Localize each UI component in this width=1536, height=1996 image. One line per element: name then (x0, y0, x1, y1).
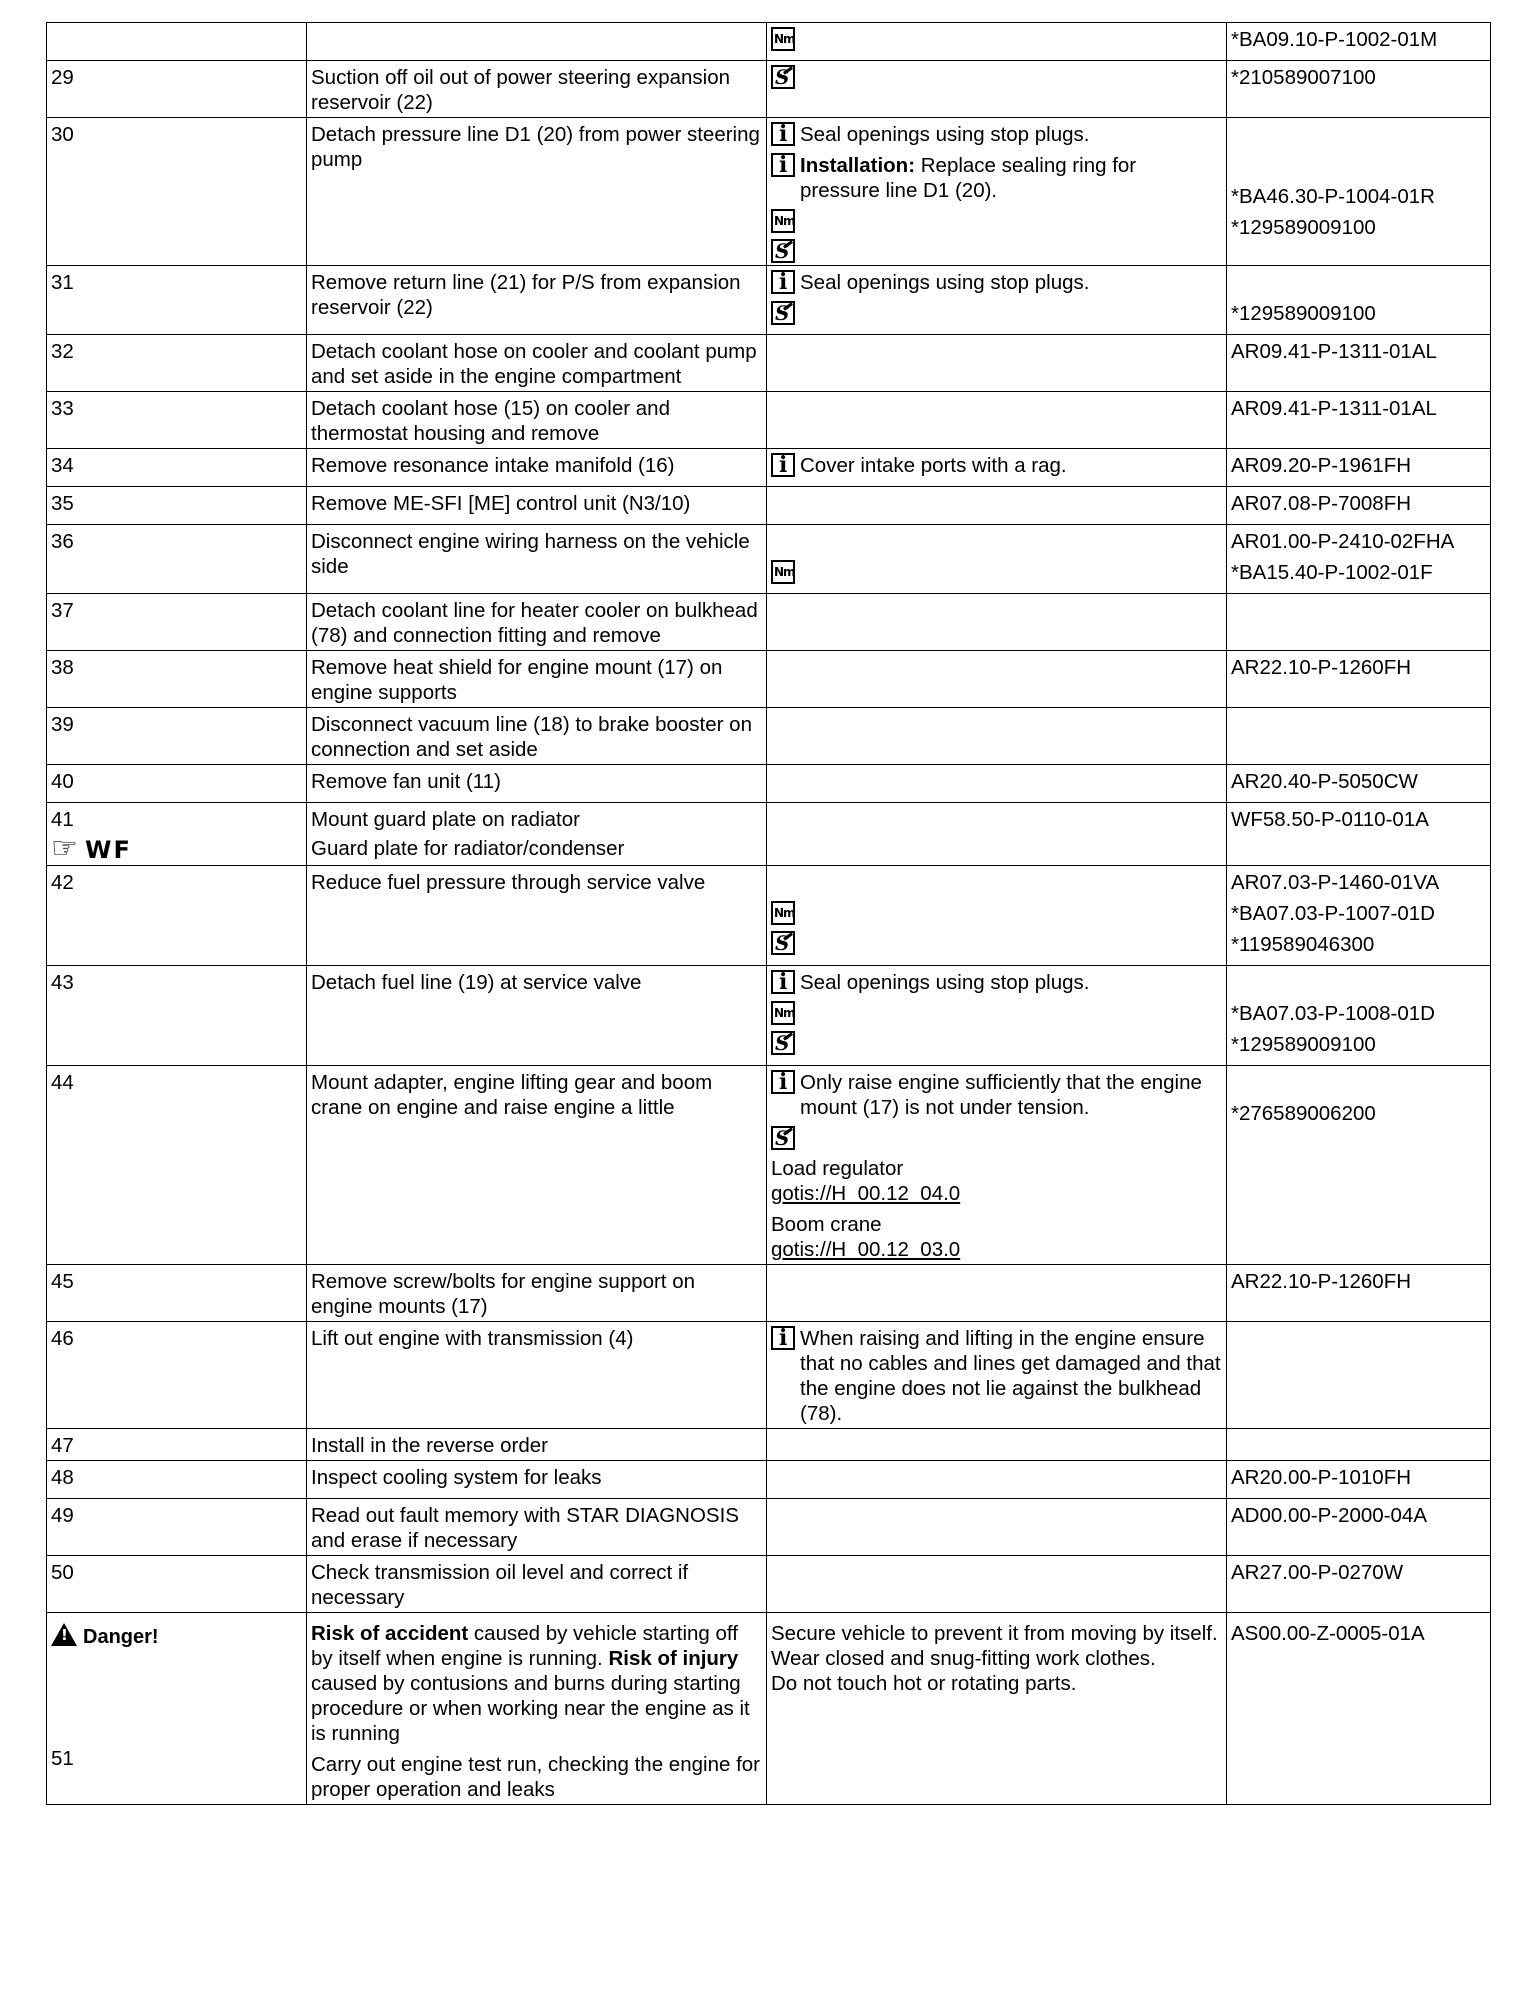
note-body: Seal openings using stop plugs. (800, 971, 1090, 994)
step-description-cell (307, 966, 767, 1066)
step-notes-cell (767, 525, 1227, 594)
work-steps-table (46, 22, 1491, 1805)
step-notes-cell (767, 803, 1227, 866)
step-description: Reduce fuel pressure through service valve (311, 871, 706, 894)
wf-label: WF (85, 836, 132, 864)
step-description: Suction off oil out of power steering expansion reservoir (22) (311, 66, 730, 114)
note-entry (771, 1126, 1221, 1150)
step-row (47, 966, 1491, 1066)
step-description-cell (307, 525, 767, 594)
step-row (47, 594, 1491, 651)
step-row (47, 61, 1491, 118)
step-reference-cell (1227, 594, 1491, 651)
step-description: Install in the reverse order (311, 1434, 549, 1457)
step-notes-cell (767, 392, 1227, 449)
note-entry (771, 209, 1221, 233)
info-icon (771, 1070, 795, 1094)
document-reference[interactable]: AR01.00-P-2410-02FHA (1231, 530, 1455, 553)
step-description: Remove ME-SFI [ME] control unit (N3/10) (311, 492, 691, 515)
note-body: Seal openings using stop plugs. (800, 271, 1090, 294)
step-description: Remove fan unit (11) (311, 770, 501, 793)
step-description-cell (307, 866, 767, 966)
risk-of-accident-label: Risk of accident (311, 1622, 469, 1645)
note-entry (771, 27, 1221, 51)
step-row (47, 1461, 1491, 1499)
step-number: 48 (51, 1466, 74, 1489)
pointing-hand-icon (51, 842, 79, 860)
special-tool-icon[interactable] (771, 1031, 795, 1055)
note-text (800, 453, 1067, 478)
step-number-cell (47, 118, 307, 266)
torque-nm-icon[interactable] (771, 209, 795, 233)
document-reference[interactable]: AR22.10-P-1260FH (1231, 656, 1412, 679)
danger-section (47, 1613, 1491, 1805)
step-row (47, 1265, 1491, 1322)
step-row (47, 487, 1491, 525)
torque-nm-icon[interactable] (771, 27, 795, 51)
step-reference-cell (1227, 1265, 1491, 1322)
step-description-cell (307, 392, 767, 449)
note-bold-label: Installation: (800, 154, 916, 177)
step-number: 38 (51, 656, 74, 679)
danger-row (47, 1613, 1491, 1805)
step-number-cell (47, 803, 307, 866)
step-number: 29 (51, 66, 74, 89)
step-number: 45 (51, 1270, 74, 1293)
step-row (47, 1429, 1491, 1461)
step-reference-cell (1227, 1066, 1491, 1265)
note-entry (771, 1070, 1221, 1120)
note-entry (771, 239, 1221, 263)
note-body: Boom crane (771, 1213, 882, 1236)
note-text (800, 122, 1089, 147)
step-number-cell (47, 266, 307, 335)
step-row (47, 1322, 1491, 1429)
step-number: 39 (51, 713, 74, 736)
step-reference-cell (1227, 525, 1491, 594)
document-reference[interactable]: AR22.10-P-1260FH (1231, 1270, 1412, 1293)
document-reference[interactable]: *129589009100 (1231, 302, 1376, 325)
step-number: 49 (51, 1504, 74, 1527)
note-text (800, 1326, 1221, 1426)
step-number: 36 (51, 530, 74, 553)
step-notes-cell (767, 1499, 1227, 1556)
step-number: 46 (51, 1327, 74, 1350)
document-reference[interactable]: *BA46.30-P-1004-01R (1231, 185, 1435, 208)
special-tool-icon[interactable] (771, 239, 795, 263)
special-tool-icon[interactable] (771, 65, 795, 89)
torque-nm-icon[interactable] (771, 901, 795, 925)
step-notes-cell (767, 1461, 1227, 1499)
step-description: Lift out engine with transmission (4) (311, 1327, 634, 1350)
document-reference (1231, 270, 1485, 295)
step-row (47, 449, 1491, 487)
step-number-cell (47, 525, 307, 594)
document-reference[interactable]: AD00.00-P-2000-04A (1231, 1504, 1428, 1527)
step-reference-cell (1227, 966, 1491, 1066)
danger-description (311, 1621, 761, 1746)
note-body: When raising and lifting in the engine ensure that no cables and lines get damaged and that the engine does not lie against the bulkhead (78). (800, 1327, 1221, 1425)
step-number: 41 (51, 808, 74, 831)
note-text (800, 970, 1089, 995)
step-number: 31 (51, 271, 74, 294)
step-notes-cell (767, 708, 1227, 765)
step-description-cell (307, 1429, 767, 1461)
step-notes-cell (767, 266, 1227, 335)
note-entry (771, 453, 1221, 478)
step-reference-cell (1227, 1322, 1491, 1429)
step-row (47, 803, 1491, 866)
danger-reference: AS00.00-Z-0005-01A (1231, 1622, 1425, 1645)
document-reference[interactable]: WF58.50-P-0110-01A (1231, 808, 1429, 831)
note-body: Replace sealing ring for pressure line D1 (20). (800, 154, 1137, 202)
note-entry (771, 122, 1221, 147)
step-description-cell (307, 651, 767, 708)
document-reference[interactable]: AR07.03-P-1460-01VA (1231, 871, 1440, 894)
step-number: 42 (51, 871, 74, 894)
step-notes-cell (767, 118, 1227, 266)
step-description: Disconnect engine wiring harness on the vehicle side (311, 530, 750, 578)
note-entry (771, 901, 1221, 925)
info-icon (771, 122, 795, 146)
note-entry (771, 529, 1221, 554)
document-reference[interactable]: AR09.20-P-1961FH (1231, 454, 1412, 477)
note-entry (771, 1156, 1221, 1206)
step-notes-cell (767, 449, 1227, 487)
document-reference[interactable]: *BA07.03-P-1007-01D (1231, 902, 1435, 925)
step-row (47, 392, 1491, 449)
step-number: 33 (51, 397, 74, 420)
step-number: 35 (51, 492, 74, 515)
step-description: Check transmission oil level and correct if necessary (311, 1561, 689, 1609)
step-notes-cell (767, 335, 1227, 392)
step-number: 32 (51, 340, 74, 363)
special-tool-icon[interactable] (771, 301, 795, 325)
step-description-cell (307, 449, 767, 487)
step-notes-cell (767, 23, 1227, 61)
step-number-cell (47, 651, 307, 708)
step-number-cell (47, 708, 307, 765)
step-description: Detach coolant hose on cooler and coolant pump and set aside in the engine compartment (311, 340, 757, 388)
danger-label-wrap (51, 1623, 301, 1650)
step-notes-cell (767, 651, 1227, 708)
step-reference-cell (1227, 487, 1491, 525)
step-reference-cell (1227, 1556, 1491, 1613)
danger-measures: Secure vehicle to prevent it from moving by itself. Wear closed and snug-fitting work clothes. Do not touch hot or rotating parts. (771, 1622, 1218, 1695)
special-tool-icon[interactable] (771, 931, 795, 955)
document-reference[interactable]: *119589046300 (1231, 933, 1375, 956)
step-number-cell (47, 1461, 307, 1499)
step-description: Disconnect vacuum line (18) to brake booster on connection and set aside (311, 713, 752, 761)
document-reference (1231, 153, 1485, 178)
special-tool-icon[interactable] (771, 1126, 795, 1150)
step-notes-cell (767, 1265, 1227, 1322)
step-row (47, 1066, 1491, 1265)
note-entry (771, 870, 1221, 895)
step-reference-cell (1227, 335, 1491, 392)
step-number-cell (47, 866, 307, 966)
work-steps-body (47, 23, 1491, 1613)
step-number: 37 (51, 599, 74, 622)
document-reference[interactable]: AR20.00-P-1010FH (1231, 1466, 1412, 1489)
step-reference-cell (1227, 392, 1491, 449)
document-reference (1231, 970, 1485, 995)
step-number-cell (47, 1499, 307, 1556)
step-description-cell (307, 1461, 767, 1499)
document-reference[interactable]: *129589009100 (1231, 1033, 1376, 1056)
step-description-cell (307, 1265, 767, 1322)
step-number-cell (47, 1322, 307, 1429)
note-text (771, 1212, 960, 1262)
step-description-cell (307, 335, 767, 392)
danger-reference-cell (1227, 1613, 1491, 1805)
document-reference (1231, 122, 1485, 147)
note-entry (771, 65, 1221, 89)
step-number-cell (47, 1265, 307, 1322)
note-body: Load regulator (771, 1157, 904, 1180)
step-reference-cell (1227, 118, 1491, 266)
note-entry (771, 1326, 1221, 1426)
note-entry (771, 931, 1221, 955)
note-body: Only raise engine sufficiently that the engine mount (17) is not under tension. (800, 1071, 1202, 1119)
note-text (800, 1070, 1221, 1120)
risk-of-injury-label: Risk of injury (608, 1647, 739, 1670)
step-row (47, 1499, 1491, 1556)
step-description-cell (307, 765, 767, 803)
step-description-cell (307, 1499, 767, 1556)
step-row (47, 118, 1491, 266)
note-entry (771, 1001, 1221, 1025)
step-number-cell (47, 765, 307, 803)
step-row (47, 23, 1491, 61)
step-description: Detach coolant hose (15) on cooler and thermostat housing and remove (311, 397, 670, 445)
step-description: Mount guard plate on radiator (311, 808, 580, 831)
step-description: Remove return line (21) for P/S from expansion reservoir (22) (311, 271, 741, 319)
note-entry (771, 1031, 1221, 1055)
work-function-description: Guard plate for radiator/condenser (311, 837, 625, 860)
step-description-cell (307, 594, 767, 651)
risk-of-injury-text: caused by contusions and burns during starting procedure or when working near the engine as it is running (311, 1672, 750, 1745)
step-description-cell (307, 266, 767, 335)
step-description: Remove heat shield for engine mount (17) on engine supports (311, 656, 723, 704)
step-description: Detach coolant line for heater cooler on bulkhead (78) and connection fitting and remove (311, 599, 758, 647)
step-reference-cell (1227, 803, 1491, 866)
step-reference-cell (1227, 765, 1491, 803)
step-reference-cell (1227, 266, 1491, 335)
step-reference-cell (1227, 1499, 1491, 1556)
step-description-cell (307, 118, 767, 266)
note-entry (771, 270, 1221, 295)
step-description-cell (307, 487, 767, 525)
note-entry (771, 1212, 1221, 1262)
info-icon (771, 453, 795, 477)
document-reference[interactable]: *129589009100 (1231, 216, 1376, 239)
step-description: Remove resonance intake manifold (16) (311, 454, 675, 477)
step-row (47, 765, 1491, 803)
step-description-cell (307, 708, 767, 765)
document-reference[interactable]: AR09.41-P-1311-01AL (1231, 340, 1437, 363)
note-text (800, 270, 1089, 295)
danger-measures-cell (767, 1613, 1227, 1805)
info-icon (771, 153, 795, 177)
step-reference-cell (1227, 866, 1491, 966)
danger-cell (47, 1613, 307, 1805)
step-reference-cell (1227, 651, 1491, 708)
step-notes-cell (767, 1322, 1227, 1429)
work-steps-sheet (46, 22, 1490, 1805)
step-number: 34 (51, 454, 74, 477)
note-text (800, 153, 1221, 203)
document-reference (1231, 1070, 1485, 1095)
step-description-cell (307, 23, 767, 61)
step-notes-cell (767, 765, 1227, 803)
step-number: 40 (51, 770, 74, 793)
document-reference[interactable]: *276589006200 (1231, 1102, 1376, 1125)
step-notes-cell (767, 1066, 1227, 1265)
step-notes-cell (767, 866, 1227, 966)
step-number: 43 (51, 971, 74, 994)
step-notes-cell (767, 61, 1227, 118)
step-row (47, 525, 1491, 594)
step-number-cell (47, 61, 307, 118)
note-body: Seal openings using stop plugs. (800, 123, 1090, 146)
step-number: 30 (51, 123, 74, 146)
info-icon (771, 1326, 795, 1350)
step-reference-cell (1227, 61, 1491, 118)
step-number-cell (47, 487, 307, 525)
step-row (47, 335, 1491, 392)
document-reference[interactable]: AR27.00-P-0270W (1231, 1561, 1404, 1584)
note-body: Cover intake ports with a rag. (800, 454, 1067, 477)
step-number-cell (47, 449, 307, 487)
note-entry (771, 970, 1221, 995)
document-reference[interactable]: *BA15.40-P-1002-01F (1231, 561, 1433, 584)
danger-label: Danger! (83, 1626, 159, 1648)
danger-description-cell (307, 1613, 767, 1805)
step-reference-cell (1227, 449, 1491, 487)
step-reference-cell (1227, 1461, 1491, 1499)
step-description: Detach fuel line (19) at service valve (311, 971, 642, 994)
note-entry (771, 301, 1221, 325)
step-row (47, 866, 1491, 966)
torque-nm-icon[interactable] (771, 1001, 795, 1025)
step-number-cell (47, 1066, 307, 1265)
gotis-link[interactable]: gotis://H_00.12_03.0 (771, 1238, 961, 1261)
note-text (771, 1156, 960, 1206)
warning-triangle-icon (51, 1623, 77, 1646)
work-function-badge (51, 838, 301, 863)
step-description-cell (307, 1556, 767, 1613)
step-description: Detach pressure line D1 (20) from power steering pump (311, 123, 760, 171)
document-reference[interactable]: AR07.08-P-7008FH (1231, 492, 1412, 515)
torque-nm-icon[interactable] (771, 560, 795, 584)
step-description: Remove screw/bolts for engine support on engine mounts (17) (311, 1270, 696, 1318)
document-reference[interactable]: *210589007100 (1231, 66, 1376, 89)
step-number: 50 (51, 1561, 74, 1584)
step-notes-cell (767, 594, 1227, 651)
step-description-cell (307, 803, 767, 866)
step-number: 47 (51, 1434, 74, 1457)
info-icon (771, 270, 795, 294)
step-reference-cell (1227, 708, 1491, 765)
document-reference[interactable]: *BA07.03-P-1008-01D (1231, 1002, 1435, 1025)
step-description: Read out fault memory with STAR DIAGNOSIS and erase if necessary (311, 1504, 739, 1552)
step-number-51: 51 (51, 1747, 74, 1770)
step-notes-cell (767, 1429, 1227, 1461)
step-row (47, 651, 1491, 708)
note-entry (771, 153, 1221, 203)
step-notes-cell (767, 966, 1227, 1066)
step-number-cell (47, 1429, 307, 1461)
step-reference-cell (1227, 23, 1491, 61)
document-reference[interactable]: AR20.40-P-5050CW (1231, 770, 1418, 793)
step-row (47, 266, 1491, 335)
step-number-cell (47, 392, 307, 449)
step-51-text: Carry out engine test run, checking the engine for proper operation and leaks (311, 1753, 760, 1801)
document-reference[interactable]: AR09.41-P-1311-01AL (1231, 397, 1437, 420)
document-reference[interactable]: *BA09.10-P-1002-01M (1231, 28, 1438, 51)
step-number-cell (47, 23, 307, 61)
risk-of-accident-text: caused by vehicle starting off by itself when engine is running. (311, 1622, 738, 1670)
step-number-cell (47, 594, 307, 651)
step-number-cell (47, 966, 307, 1066)
step-description-cell (307, 1066, 767, 1265)
step-description-cell (307, 61, 767, 118)
gotis-link[interactable]: gotis://H_00.12_04.0 (771, 1182, 961, 1205)
step-number: 44 (51, 1071, 74, 1094)
step-description: Inspect cooling system for leaks (311, 1466, 602, 1489)
step-number-cell (47, 1556, 307, 1613)
step-description: Mount adapter, engine lifting gear and boom crane on engine and raise engine a little (311, 1071, 713, 1119)
step-notes-cell (767, 1556, 1227, 1613)
info-icon (771, 970, 795, 994)
note-entry (771, 560, 1221, 584)
step-row (47, 1556, 1491, 1613)
step-notes-cell (767, 487, 1227, 525)
step-reference-cell (1227, 1429, 1491, 1461)
step-number-cell (47, 335, 307, 392)
step-description-cell (307, 1322, 767, 1429)
step-row (47, 708, 1491, 765)
